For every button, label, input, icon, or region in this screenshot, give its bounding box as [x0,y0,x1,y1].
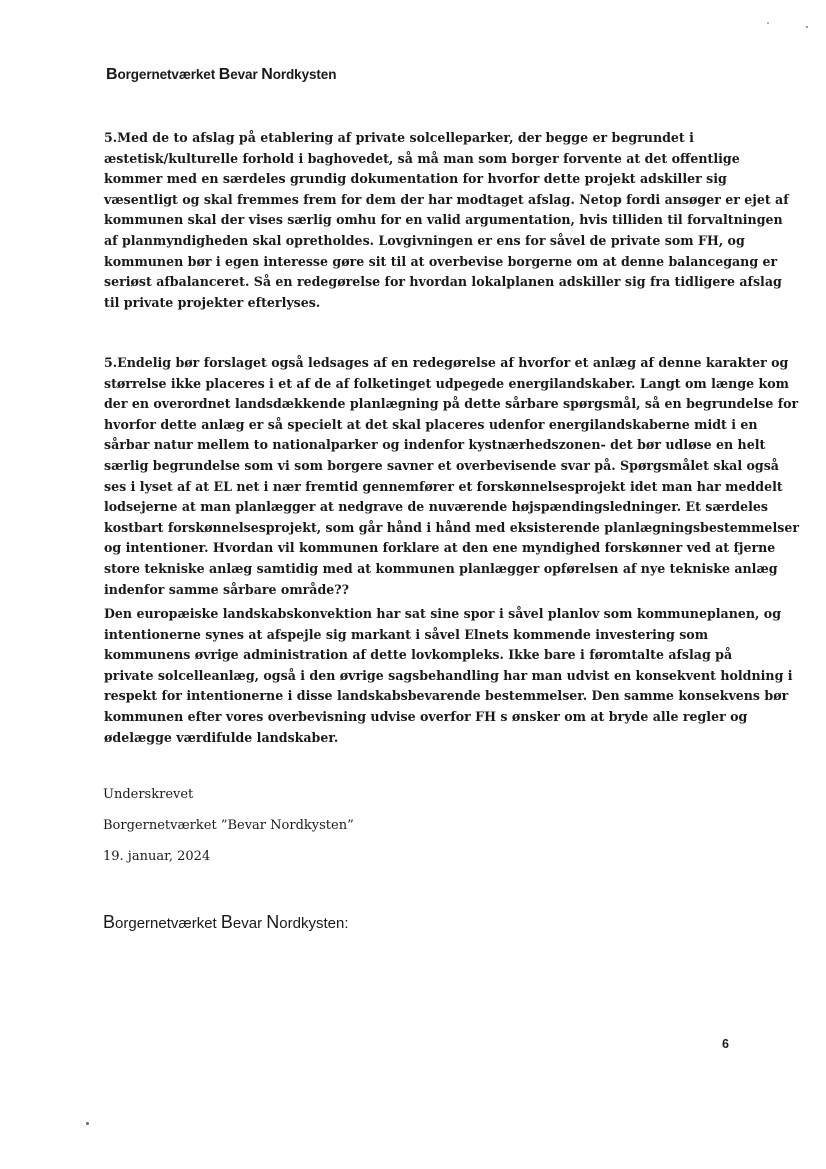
text-line: Den europæiske landskabskonvektion har sat sine spor i såvel planlov som kommuneplanen, og [104,606,782,621]
letterhead-text: evar [230,67,262,82]
footer-organization [103,912,348,933]
letterhead-title [106,66,336,84]
scan-speck [806,26,808,28]
footer-text: evar [232,915,267,932]
footer-text: orgernetværket [115,915,221,932]
letterhead-initial: N [261,66,273,83]
footer-initial: N [266,912,280,932]
footer-text: ordkysten: [279,915,349,932]
text-line: størrelse ikke placeres i et af de af folketinget udpegede energilandskaber. Langt om længe kom [104,375,789,391]
text-line: kommunen efter vores overbevisning udvise overfor FH s ønsker om at bryde alle regler og [104,708,748,724]
text-line: lodsejerne at man planlægger at nedgrave de nuværende højspændingsledninger. Et særdeles [104,499,768,515]
letterhead-initial: B [106,66,118,83]
text-line: 5.Endelig bør forslaget også ledsages af en redegørelse af hvorfor et anlæg af denne karakter og [104,355,789,370]
letterhead-initial: B [218,66,231,83]
text-line: store tekniske anlæg samtidig med at kommunen planlægger opførelsen af nye tekniske anlæg [104,560,778,576]
text-line: kommunen skal der vises særlig omhu for en valid argumentation, hvis tilliden til forvaltningen [104,212,783,228]
signature-organization: Borgernetværket ”Bevar Nordkysten” [103,818,354,833]
text-line: ødelægge værdifulde landskaber. [104,729,339,745]
footer-initial: B [103,912,116,932]
text-line: indenfor samme sårbare område?? [104,581,350,597]
text-line: af planmyndigheden skal opretholdes. Lovgivningen er ens for såvel de private som FH, og [104,232,745,248]
text-line: intentionerne synes at afspejle sig markant i såvel Elnets kommende investering som [104,626,709,642]
paragraph-solar-park-rejections [104,128,789,313]
page-number: 6 [722,1037,729,1051]
text-line: private solcelleanlæg, også i den øvrige sagsbehandling har man udvist en konsekvent holdning i [104,667,793,683]
text-line: der en overordnet landsdækkende planlægning på dette sårbare spørgsmål, så en begrundelse for [104,396,799,412]
text-line: respekt for intentionerne i disse landskabsbevarende bestemmelser. Den samme konsekvens bør [104,688,789,704]
text-line: væsentligt og skal fremmes frem for dem der har modtaget afslag. Netop fordi ansøger er ejet af [104,191,789,207]
text-line: særlig begrundelse som vi som borgere savner et overbevisende svar på. Spørgsmålet skal også [104,457,779,473]
paragraph-landscape-convention [104,604,793,748]
letterhead-text: orgernetværket [117,67,219,82]
text-line: kommunens øvrige administration af dette lovkompleks. Ikke bare i føromtalte afslag på [104,647,733,663]
text-line: ses i lyset af at EL net i nær fremtid gennemfører et forskønnelsesprojekt idet man har meddelt [104,478,783,494]
signature-date: 19. januar, 2024 [103,849,211,864]
scan-speck [767,22,769,24]
text-line: kommunen bør i egen interesse gøre sit til at overbevise borgerne om at denne balancegang er [104,253,778,269]
text-line: til private projekter efterlyses. [104,294,321,310]
text-line: hvorfor dette anlæg er så specielt at det skal placeres udenfor energilandskaberne midt i en [104,416,758,432]
paragraph-energy-landscapes [104,353,799,600]
text-line: sårbar natur mellem to nationalparker og indenfor kystnærhedszonen- det bør udløse en helt [104,437,766,453]
text-line: 5.Med de to afslag på etablering af private solcelleparker, der begge er begrundet i [104,130,694,145]
footer-initial: B [220,912,233,932]
signature-label: Underskrevet [103,787,194,802]
scan-speck [86,1122,89,1125]
text-line: æstetisk/kulturelle forhold i baghovedet, så må man som borger forvente at det offentlige [104,150,740,166]
letterhead-text: ordkysten [272,67,337,82]
text-line: og intentioner. Hvordan vil kommunen forklare at den ene myndighed forskønner ved at fjerne [104,540,776,556]
text-line: seriøst afbalanceret. Så en redegørelse for hvordan lokalplanen adskiller sig fra tidligere afslag [104,274,782,290]
text-line: kostbart forskønnelsesprojekt, som går hånd i hånd med eksisterende planlægningsbestemmelser [104,519,799,535]
text-line: kommer med en særdeles grundig dokumentation for hvorfor dette projekt adskiller sig [104,171,727,187]
